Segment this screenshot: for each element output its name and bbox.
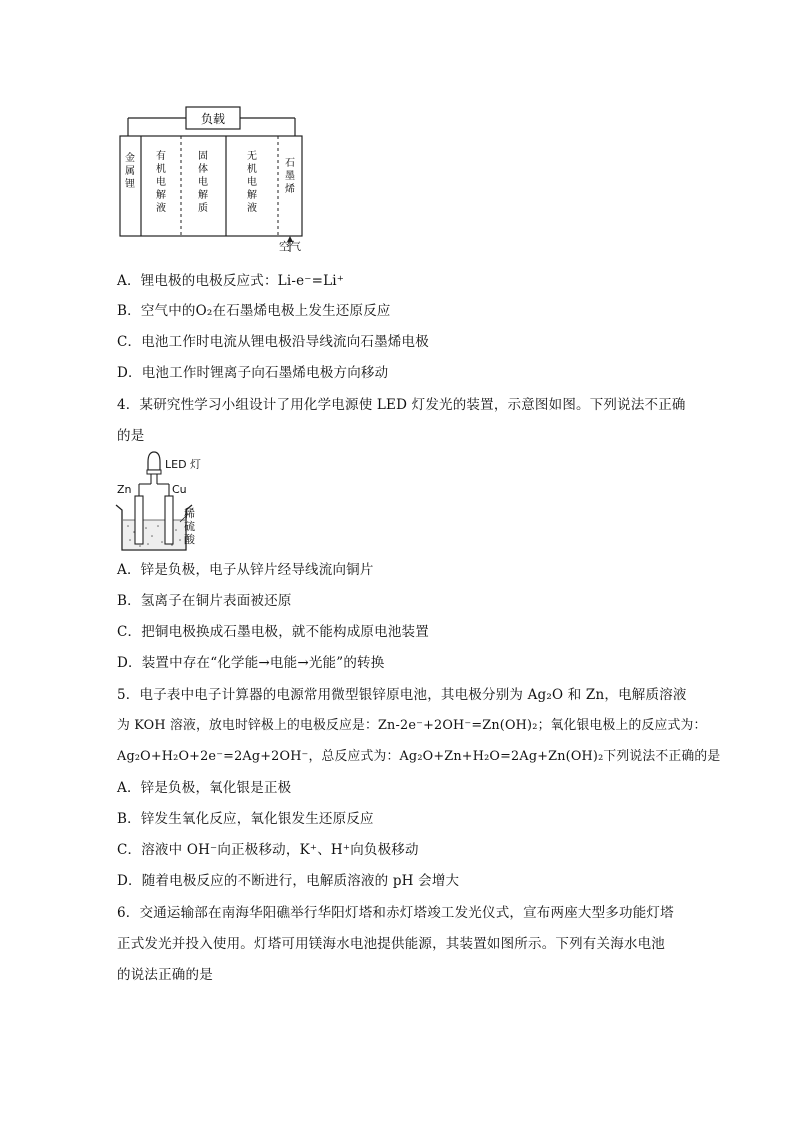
q6-stem-line1: 6．交通运输部在南海华阳礁举行华阳灯塔和赤灯塔竣工发光仪式，宣布两座大型多功能灯塔 [117, 905, 674, 921]
compartment-graphene: 石墨烯 [285, 158, 295, 195]
load-label: 负载 [200, 112, 226, 126]
q6-stem-line2: 正式发光并投入使用。灯塔可用镁海水电池提供能源，其装置如图所示。下列有关海水电池 [117, 936, 665, 952]
q3-option-a: A．锂电极的电极反应式：Li-e⁻=Li⁺ [117, 273, 345, 289]
acid-label-1: 稀 [184, 507, 195, 520]
led-label: LED 灯 [165, 458, 202, 471]
q5-stem-line2: 为 KOH 溶液，放电时锌极上的电极反应是：Zn-2e⁻+2OH⁻=Zn(OH)₂；氧化银电极上的反应式为： [117, 718, 707, 733]
acid-label-2: 硫 [184, 520, 195, 533]
q5-stem-line1: 5．电子表中电子计算器的电源常用微型银锌原电池，其电极分别为 Ag₂O 和 Zn，电解质溶液 [117, 687, 687, 703]
q4-option-b: B．氢离子在铜片表面被还原 [117, 593, 292, 609]
acid-label-3: 酸 [184, 533, 195, 546]
lithium-air-battery-diagram [118, 104, 318, 254]
air-label: 空气 [279, 240, 301, 253]
q6-stem-line3: 的说法正确的是 [117, 967, 213, 983]
q4-stem-line1: 4．某研究性学习小组设计了用化学电源使 LED 灯发光的装置，示意图如图。下列说法不正确 [117, 397, 686, 413]
compartment-inorganic-electrolyte: 无机电解液 [247, 151, 257, 214]
compartment-organic-electrolyte: 有机电解液 [156, 151, 166, 214]
q5-option-d: D．随着电极反应的不断进行，电解质溶液的 pH 会增大 [117, 873, 460, 889]
q5-option-c: C．溶液中 OH⁻向正极移动，K⁺、H⁺向负极移动 [117, 842, 419, 858]
q3-option-b: B．空气中的O₂在石墨烯电极上发生还原反应 [117, 303, 391, 319]
compartment-lithium: 金属锂 [125, 153, 135, 190]
q4-option-a: A．锌是负极，电子从锌片经导线流向铜片 [117, 562, 374, 578]
zn-label: Zn [117, 483, 132, 496]
q3-option-c: C．电池工作时电流从锂电极沿导线流向石墨烯电极 [117, 334, 429, 350]
compartment-solid-electrolyte: 固体电解质 [198, 151, 208, 214]
cu-label: Cu [172, 483, 187, 496]
q5-option-b: B．锌发生氧化反应，氧化银发生还原反应 [117, 811, 374, 827]
q4-option-d: D．装置中存在“化学能→电能→光能”的转换 [117, 655, 385, 671]
q5-option-a: A．锌是负极，氧化银是正极 [117, 780, 292, 796]
q4-stem-line2: 的是 [117, 428, 145, 444]
q3-option-d: D．电池工作时锂离子向石墨烯电极方向移动 [117, 365, 389, 381]
q5-stem-line3: Ag₂O+H₂O+2e⁻=2Ag+2OH⁻，总反应式为：Ag₂O+Zn+H₂O=2Ag+Zn(OH)₂下列说法不正确的是 [117, 749, 721, 764]
q4-option-c: C．把铜电极换成石墨电极，就不能构成原电池装置 [117, 624, 429, 640]
